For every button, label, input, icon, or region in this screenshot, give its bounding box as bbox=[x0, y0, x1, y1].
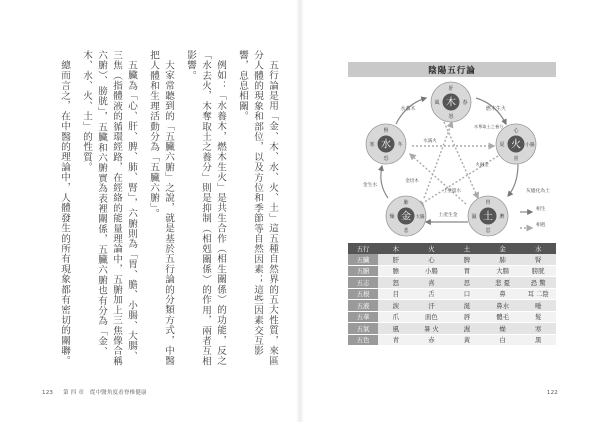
table-cell: 青 bbox=[378, 334, 414, 346]
svg-text:冬: 冬 bbox=[397, 142, 403, 148]
svg-text:肺: 肺 bbox=[403, 200, 409, 206]
paragraph: 五臟為「心、肝、脾、肺、腎」，六腑則為「胃、膽、小腸、大腸、三焦（指體液的循環經路，在經絡的能量理論中，五腑加上三焦像合稱六腑）、膀胱」，五臟和六腑實為表裡關係，五臟六腑也有分為「金、木、水、火、土」的性質。 bbox=[81, 50, 137, 367]
svg-text:夏: 夏 bbox=[499, 142, 505, 148]
svg-text:火: 火 bbox=[511, 139, 521, 151]
row-header: 五華 bbox=[348, 311, 378, 323]
table-cell: 燥 bbox=[485, 323, 521, 335]
label-water-nourish-wood: 水養木 bbox=[400, 106, 416, 112]
table-cell: 汗 bbox=[414, 300, 450, 312]
svg-text:金: 金 bbox=[401, 211, 411, 223]
star-line bbox=[424, 122, 452, 198]
table-header-row bbox=[348, 243, 556, 254]
row-header: 五腑 bbox=[348, 265, 378, 277]
table-cell: 濕 bbox=[449, 323, 485, 335]
table-cell: 暑 火 bbox=[414, 323, 450, 335]
table-header: 金 bbox=[485, 243, 521, 254]
row-header: 五液 bbox=[348, 300, 378, 312]
chapter-title: 第 四 章 從中醫角度看脊椎健康 bbox=[63, 390, 147, 396]
element-wood bbox=[431, 82, 471, 122]
right-page-number: 122 bbox=[546, 390, 558, 396]
svg-text:水: 水 bbox=[381, 139, 391, 151]
svg-text:怒: 怒 bbox=[448, 114, 454, 120]
paragraph: 例如：「水養木，燃木生火」是共生合作（相生關係）的功能，反之「水去火，木奪取土之養分」則是抑制（相剋關係）的作用，兩者互相影響。 bbox=[185, 50, 226, 367]
table-cell: 赤 bbox=[414, 334, 450, 346]
table-row bbox=[348, 288, 556, 300]
table-header: 五行 bbox=[348, 243, 378, 254]
table-row bbox=[348, 334, 556, 346]
cycle-arc bbox=[508, 164, 518, 196]
table-cell: 白 bbox=[485, 334, 521, 346]
body-text bbox=[59, 50, 280, 368]
table-cell: 黃 bbox=[449, 334, 485, 346]
table-cell: 淚 bbox=[378, 300, 414, 312]
table-cell: 恐 驚 bbox=[520, 277, 556, 289]
table-cell: 思 bbox=[449, 277, 485, 289]
svg-text:胃: 胃 bbox=[485, 200, 491, 206]
table-cell: 髮 bbox=[520, 311, 556, 323]
table-cell: 心 bbox=[414, 254, 450, 265]
svg-text:肝: 肝 bbox=[448, 86, 454, 92]
svg-text:寒: 寒 bbox=[369, 142, 375, 148]
table-cell: 舌 bbox=[414, 288, 450, 300]
table-cell: 涎 bbox=[449, 300, 485, 312]
label-metal-cuts-wood: 金切木 bbox=[405, 179, 419, 184]
label-wood-takes-earth: 木奪取土之養分 bbox=[474, 124, 504, 129]
table-cell: 體毛 bbox=[485, 311, 521, 323]
svg-text:木: 木 bbox=[446, 97, 456, 109]
table-cell: 唇 bbox=[449, 311, 485, 323]
table-cell: 目 bbox=[378, 288, 414, 300]
row-header: 五根 bbox=[348, 288, 378, 300]
paragraph: 大家常聽到的「五臟六腑」之說，就是基於五行論的分類方式，中醫把人體和生理活動分為「五臟六腑」。 bbox=[148, 50, 174, 366]
paragraph: 總而言之，在中醫的理論中，人體發生的所有現象都有密切的關聯。 bbox=[59, 59, 70, 366]
table-cell: 面色 bbox=[414, 311, 450, 323]
diagram-title: 陰陽五行論 bbox=[348, 62, 556, 77]
table-cell: 胃 bbox=[449, 265, 485, 277]
svg-text:小腸: 小腸 bbox=[525, 143, 535, 148]
element-fire bbox=[496, 124, 536, 164]
svg-text:燥: 燥 bbox=[389, 214, 395, 220]
label-fire-melts-metal: 火融金 bbox=[475, 163, 489, 168]
svg-text:土: 土 bbox=[483, 211, 493, 223]
table-cell: 鼻水 bbox=[485, 300, 521, 312]
element-metal bbox=[386, 196, 426, 236]
table-cell: 大腸 bbox=[485, 265, 521, 277]
table-header: 火 bbox=[414, 243, 450, 254]
left-page-number: 123 bbox=[42, 390, 54, 396]
table-cell: 寒 bbox=[520, 323, 556, 335]
svg-text:心: 心 bbox=[513, 128, 519, 134]
element-water bbox=[366, 124, 406, 164]
five-elements-table bbox=[348, 243, 556, 346]
five-elements-table-wrap bbox=[348, 243, 556, 346]
table-cell: 黑 bbox=[520, 334, 556, 346]
five-elements-diagram bbox=[348, 80, 556, 240]
svg-text:大腸: 大腸 bbox=[415, 215, 425, 220]
table-cell: 膽 bbox=[378, 265, 414, 277]
table-cell: 肺 bbox=[485, 254, 521, 265]
svg-text:風: 風 bbox=[434, 100, 440, 106]
svg-text:相剋: 相剋 bbox=[536, 223, 546, 228]
cycle-arc bbox=[381, 166, 388, 198]
table-cell: 口 bbox=[449, 288, 485, 300]
svg-text:濕: 濕 bbox=[471, 214, 477, 220]
svg-text:恐: 恐 bbox=[383, 156, 389, 162]
svg-text:春: 春 bbox=[462, 100, 468, 106]
table-header: 土 bbox=[449, 243, 485, 254]
table-cell: 怒 bbox=[378, 277, 414, 289]
row-header: 五臟 bbox=[348, 254, 378, 265]
element-earth bbox=[468, 196, 508, 236]
table-row bbox=[348, 311, 556, 323]
table-cell: 爪 bbox=[378, 311, 414, 323]
left-footer bbox=[42, 388, 147, 396]
svg-text:思: 思 bbox=[485, 228, 491, 234]
table-header: 木 bbox=[378, 243, 414, 254]
label-water-puts-out-fire: 水滅火 bbox=[423, 139, 437, 144]
label-earth-produces-metal: 土產生金 bbox=[438, 213, 458, 218]
table-cell: 小腸 bbox=[414, 265, 450, 277]
table-cell: 悲 憂 bbox=[485, 277, 521, 289]
table-cell: 腎 bbox=[520, 254, 556, 265]
table-cell: 唾 bbox=[520, 300, 556, 312]
paragraph: 五行論是用「金、木、水、火、土」這五種自然界的五大性質，來區分人體的現象和部位，以及方位和季節等自然因素；這些因素交互影響，息息相關。 bbox=[237, 50, 278, 366]
table-cell: 膀胱 bbox=[520, 265, 556, 277]
svg-text:相生: 相生 bbox=[536, 207, 546, 212]
table-cell: 脾 bbox=[449, 254, 485, 265]
table-row bbox=[348, 323, 556, 335]
table-row bbox=[348, 265, 556, 277]
row-header: 五氣 bbox=[348, 323, 378, 335]
table-cell: 鼻 bbox=[485, 288, 521, 300]
label-ash-to-earth: 灰燼化為土 bbox=[526, 189, 550, 194]
svg-text:脾: 脾 bbox=[499, 214, 505, 220]
table-cell: 喜 bbox=[414, 277, 450, 289]
label-earth-blocks-water: 土壁擋水 bbox=[443, 189, 461, 194]
legend bbox=[520, 205, 546, 228]
table-row bbox=[348, 277, 556, 289]
label-burn-wood-fire: 燃木生火 bbox=[485, 106, 507, 112]
svg-text:喜: 喜 bbox=[513, 156, 519, 162]
row-header: 五志 bbox=[348, 277, 378, 289]
table-row bbox=[348, 300, 556, 312]
table-header: 水 bbox=[520, 243, 556, 254]
table-cell: 耳 二陰 bbox=[520, 288, 556, 300]
table-cell: 風 bbox=[378, 323, 414, 335]
svg-text:悲: 悲 bbox=[403, 228, 409, 234]
right-page bbox=[300, 0, 600, 422]
svg-text:腎: 腎 bbox=[383, 128, 389, 134]
label-metal-gives-water: 金生水 bbox=[362, 183, 378, 188]
table-row bbox=[348, 254, 556, 265]
row-header: 五色 bbox=[348, 334, 378, 346]
table-cell: 肝 bbox=[378, 254, 414, 265]
